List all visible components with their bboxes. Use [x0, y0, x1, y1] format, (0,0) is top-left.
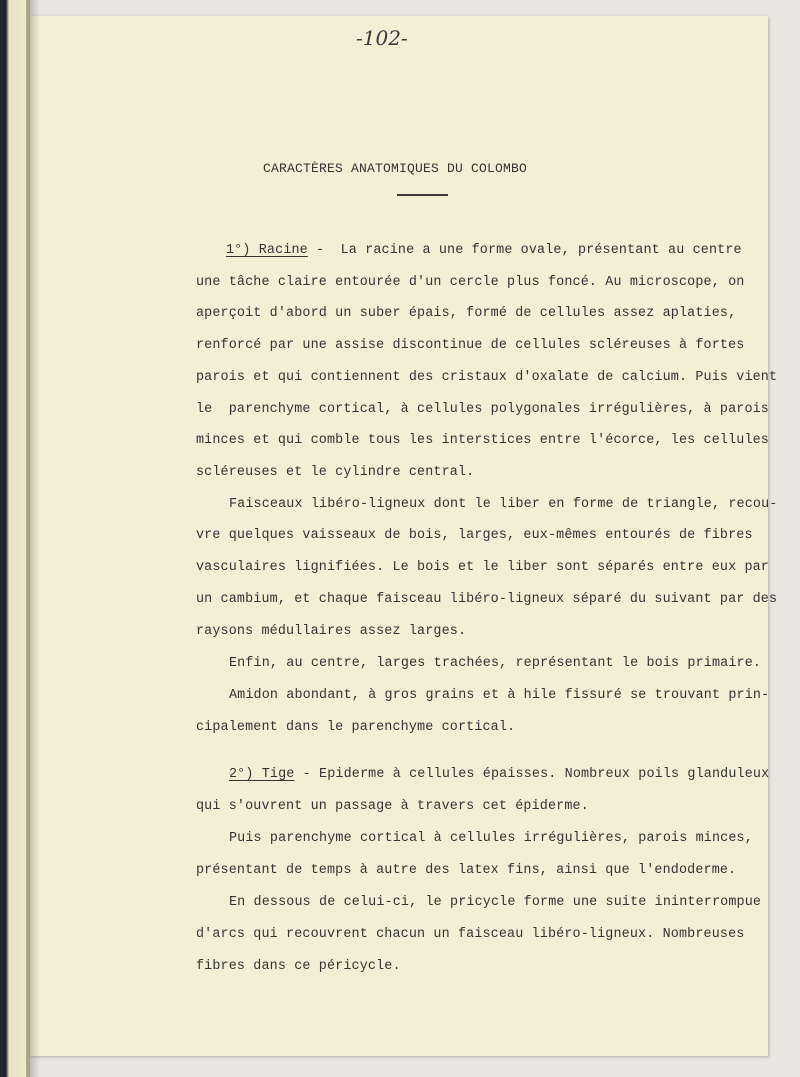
text-line: parois et qui contiennent des cristaux d'oxalate de calcium. Puis vient: [196, 370, 778, 385]
line-text: - Epiderme à cellules épaisses. Nombreux poils glanduleux: [294, 767, 770, 782]
text-line: Enfin, au centre, larges trachées, représentant le bois primaire.: [229, 656, 762, 671]
text-line: vre quelques vaisseaux de bois, larges, eux-mêmes entourés de fibres: [196, 528, 753, 543]
text-line: Puis parenchyme cortical à cellules irrégulières, parois minces,: [229, 831, 753, 846]
page-number: -102-: [356, 26, 408, 50]
text-line: renforcé par une assise discontinue de cellules scléreuses à fortes: [196, 338, 745, 353]
text-line: présentant de temps à autre des latex fins, ainsi que l'endoderme.: [196, 863, 737, 878]
text-line: [229, 767, 769, 782]
text-line: aperçoit d'abord un suber épais, formé de cellules assez aplaties,: [196, 306, 737, 321]
title-underline: [397, 194, 448, 196]
text-line: fibres dans ce péricycle.: [196, 959, 401, 974]
text-line: d'arcs qui recouvrent chacun un faisceau libéro-ligneux. Nombreuses: [196, 927, 745, 942]
text-line: vasculaires lignifiées. Le bois et le liber sont séparés entre eux par: [196, 560, 769, 575]
text-line: Amidon abondant, à gros grains et à hile fissuré se trouvant prin-: [229, 688, 770, 703]
text-line: une tâche claire entourée d'un cercle plus foncé. Au microscope, on: [196, 275, 745, 290]
line-text: - La racine a une forme ovale, présentant au centre: [307, 243, 742, 258]
text-line: En dessous de celui-ci, le pricycle forme une suite ininterrompue: [229, 895, 762, 910]
text-line: le parenchyme cortical, à cellules polygonales irrégulières, à parois: [196, 402, 769, 417]
text-line: qui s'ouvrent un passage à travers cet épiderme.: [196, 799, 589, 814]
document-title: CARACTÈRES ANATOMIQUES DU COLOMBO: [262, 161, 528, 176]
text-line: un cambium, et chaque faisceau libéro-ligneux séparé du suivant par des: [196, 592, 778, 607]
section-heading-tige: 2°) Tige: [229, 767, 295, 782]
text-line: cipalement dans le parenchyme cortical.: [196, 720, 516, 735]
text-line: raysons médullaires assez larges.: [196, 624, 467, 639]
text-line: [226, 243, 742, 258]
text-line: minces et qui comble tous les interstices entre l'écorce, les cellules: [196, 433, 769, 448]
section-heading-racine: 1°) Racine: [226, 243, 308, 258]
text-line: scléreuses et le cylindre central.: [196, 465, 475, 480]
text-line: Faisceaux libéro-ligneux dont le liber en forme de triangle, recou-: [229, 497, 778, 512]
